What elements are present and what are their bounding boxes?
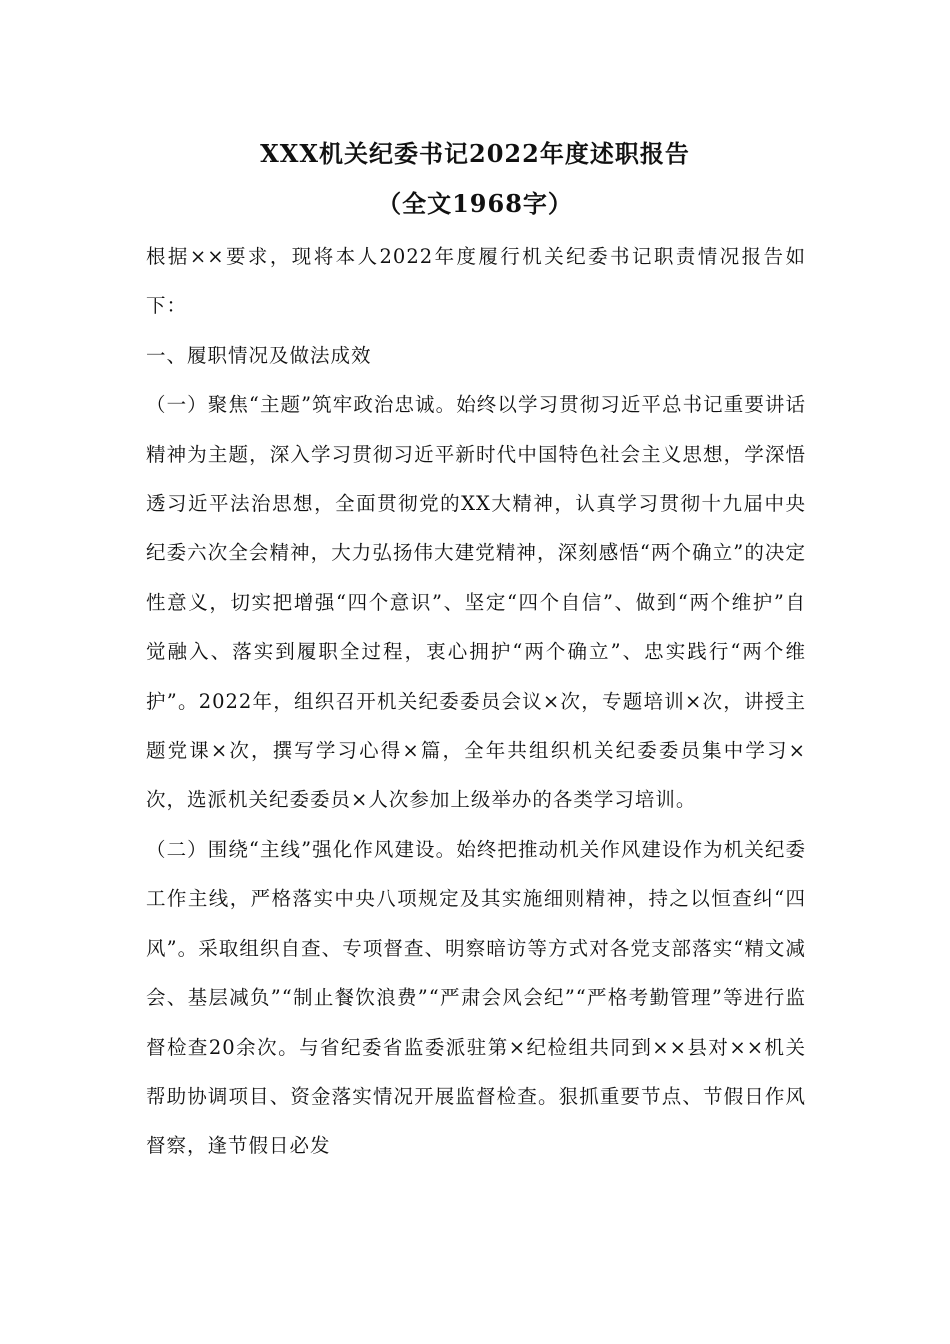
section-heading: 一、履职情况及做法成效 bbox=[146, 343, 372, 367]
paragraph-political-loyalty: （一）聚焦“主题”筑牢政治忠诚。始终以学习贯彻习近平总书记重要讲话精神为主题，深入学习贯彻习近平新时代中国特色社会主义思想，学深悟透习近平法治思想，全面贯彻党的XX大精神，认真学习贯彻十九届中央纪委六次全会精神，大力弘扬伟大建党精神，深刻感悟“两个确立”的决定性意义，切实把增强“四个意识”、坚定“四个自信”、做到“两个维护”自觉融入、落实到履职全过程，衷心拥护“两个确立”、忠实践行“两个维护”。2022年，组织召开机关纪委委员会议×次，专题培训×次，讲授主题党课×次，撰写学习心得×篇，全年共组织机关纪委委员集中学习×次，选派机关纪委委员×人次参加上级举办的各类学习培训。 bbox=[146, 393, 806, 812]
document-body bbox=[146, 232, 806, 1171]
paragraph-work-style: （二）围绕“主线”强化作风建设。始终把推动机关作风建设作为机关纪委工作主线，严格落实中央八项规定及其实施细则精神，持之以恒查纠“四风”。采取组织自查、专项督查、明察暗访等方式对各党支部落实“精文减会、基层减负”“制止餐饮浪费”“严肃会风会纪”“严格考勤管理”等进行监督检查20余次。与省纪委省监委派驻第×纪检组共同到××县对××机关帮助协调项目、资金落实情况开展监督检查。狠抓重要节点、节假日作风督察，逢节假日必发 bbox=[146, 837, 806, 1158]
document-subtitle: （全文1968字） bbox=[377, 189, 573, 218]
document-title: XXX机关纪委书记2022年度述职报告 bbox=[260, 139, 690, 168]
paragraph-intro: 根据××要求，现将本人2022年度履行机关纪委书记职责情况报告如下： bbox=[146, 245, 806, 318]
